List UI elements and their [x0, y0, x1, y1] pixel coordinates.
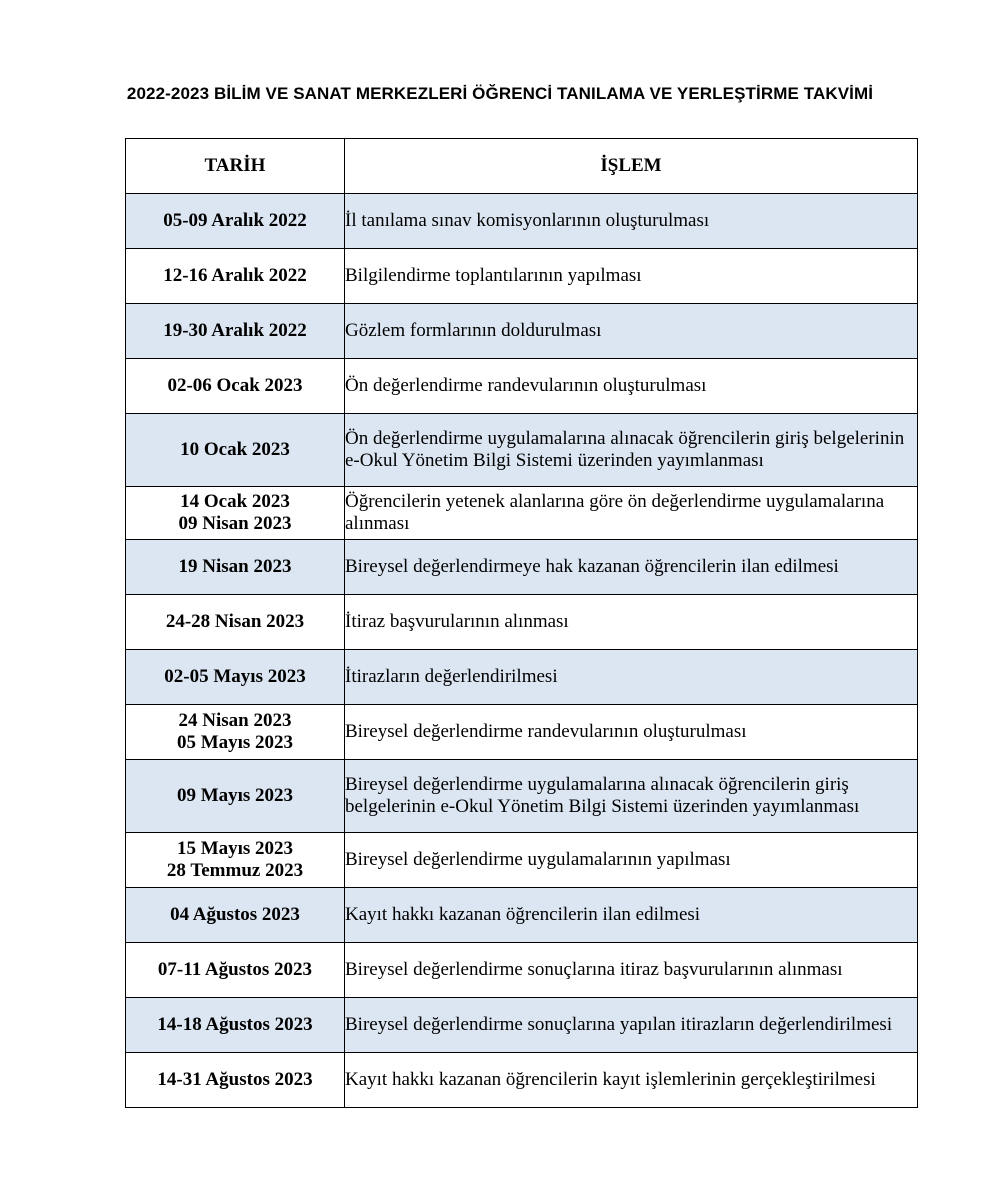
row-date — [126, 194, 345, 249]
date-line: 24-28 Nisan 2023 — [165, 611, 305, 632]
table-row — [126, 487, 918, 540]
row-operation: Bireysel değerlendirme uygulamalarına alınacak öğrencilerin giriş belgelerinin e-Okul Yönetim Bilgi Sistemi üzerinden yayımlanması — [345, 760, 918, 833]
row-operation: Öğrencilerin yetenek alanlarına göre ön değerlendirme uygulamalarına alınması — [345, 487, 918, 540]
table-row — [126, 249, 918, 304]
table-row — [126, 414, 918, 487]
row-operation: Kayıt hakkı kazanan öğrencilerin kayıt işlemlerinin gerçekleştirilmesi — [345, 1053, 918, 1108]
table-row — [126, 888, 918, 943]
row-date — [126, 595, 345, 650]
row-operation: Bireysel değerlendirme uygulamalarının yapılması — [345, 833, 918, 888]
table-row — [126, 705, 918, 760]
document-title: 2022-2023 BİLİM VE SANAT MERKEZLERİ ÖĞRENCİ TANILAMA VE YERLEŞTİRME TAKVİMİ — [126, 84, 874, 103]
date-line-start: 24 Nisan 2023 — [178, 710, 292, 731]
table-row — [126, 540, 918, 595]
date-line-end: 09 Nisan 2023 — [178, 513, 292, 534]
row-operation: Ön değerlendirme uygulamalarına alınacak öğrencilerin giriş belgelerinin e-Okul Yönetim Bilgi Sistemi üzerinden yayımlanması — [345, 414, 918, 487]
row-date — [126, 760, 345, 833]
row-date — [126, 249, 345, 304]
date-line: 14-18 Ağustos 2023 — [157, 1014, 313, 1035]
row-operation: Bireysel değerlendirme sonuçlarına itiraz başvurularının alınması — [345, 943, 918, 998]
row-date — [126, 414, 345, 487]
table-row — [126, 304, 918, 359]
row-date — [126, 1053, 345, 1108]
row-date — [126, 540, 345, 595]
date-line: 19 Nisan 2023 — [178, 556, 292, 577]
row-date — [126, 833, 345, 888]
row-date — [126, 487, 345, 540]
table-row — [126, 650, 918, 705]
row-date — [126, 650, 345, 705]
row-operation: İtiraz başvurularının alınması — [345, 595, 918, 650]
date-line: 05-09 Aralık 2022 — [163, 210, 307, 231]
date-line: 02-05 Mayıs 2023 — [164, 666, 306, 687]
row-date — [126, 359, 345, 414]
row-operation: Gözlem formlarının doldurulması — [345, 304, 918, 359]
header-operation: İŞLEM — [345, 139, 918, 194]
date-line: 12-16 Aralık 2022 — [163, 265, 307, 286]
row-date — [126, 705, 345, 760]
schedule-table — [125, 138, 918, 1108]
row-operation: Bilgilendirme toplantılarının yapılması — [345, 249, 918, 304]
table-row — [126, 833, 918, 888]
date-line-end: 28 Temmuz 2023 — [166, 860, 304, 881]
table-row — [126, 595, 918, 650]
row-date — [126, 888, 345, 943]
table-row — [126, 943, 918, 998]
row-operation: Bireysel değerlendirme randevularının oluşturulması — [345, 705, 918, 760]
row-operation: Kayıt hakkı kazanan öğrencilerin ilan edilmesi — [345, 888, 918, 943]
row-operation: İtirazların değerlendirilmesi — [345, 650, 918, 705]
date-line-start: 15 Mayıs 2023 — [176, 838, 294, 859]
row-operation: Bireysel değerlendirme sonuçlarına yapılan itirazların değerlendirilmesi — [345, 998, 918, 1053]
date-line-start: 14 Ocak 2023 — [180, 491, 290, 512]
table-row — [126, 998, 918, 1053]
date-line: 14-31 Ağustos 2023 — [157, 1069, 313, 1090]
row-date — [126, 304, 345, 359]
date-line: 07-11 Ağustos 2023 — [157, 959, 313, 980]
row-date — [126, 943, 345, 998]
date-line: 10 Ocak 2023 — [180, 439, 290, 460]
date-line: 04 Ağustos 2023 — [170, 904, 300, 925]
date-line: 19-30 Aralık 2022 — [163, 320, 307, 341]
date-line-end: 05 Mayıs 2023 — [176, 732, 294, 753]
date-line: 09 Mayıs 2023 — [176, 785, 294, 806]
row-operation: Ön değerlendirme randevularının oluşturulması — [345, 359, 918, 414]
table-row — [126, 1053, 918, 1108]
row-operation: İl tanılama sınav komisyonlarının oluşturulması — [345, 194, 918, 249]
table-row — [126, 194, 918, 249]
table-row — [126, 760, 918, 833]
row-operation: Bireysel değerlendirmeye hak kazanan öğrencilerin ilan edilmesi — [345, 540, 918, 595]
header-date: TARİH — [126, 139, 345, 194]
table-header — [126, 139, 918, 194]
date-line: 02-06 Ocak 2023 — [167, 375, 303, 396]
row-date — [126, 998, 345, 1053]
table-row — [126, 359, 918, 414]
